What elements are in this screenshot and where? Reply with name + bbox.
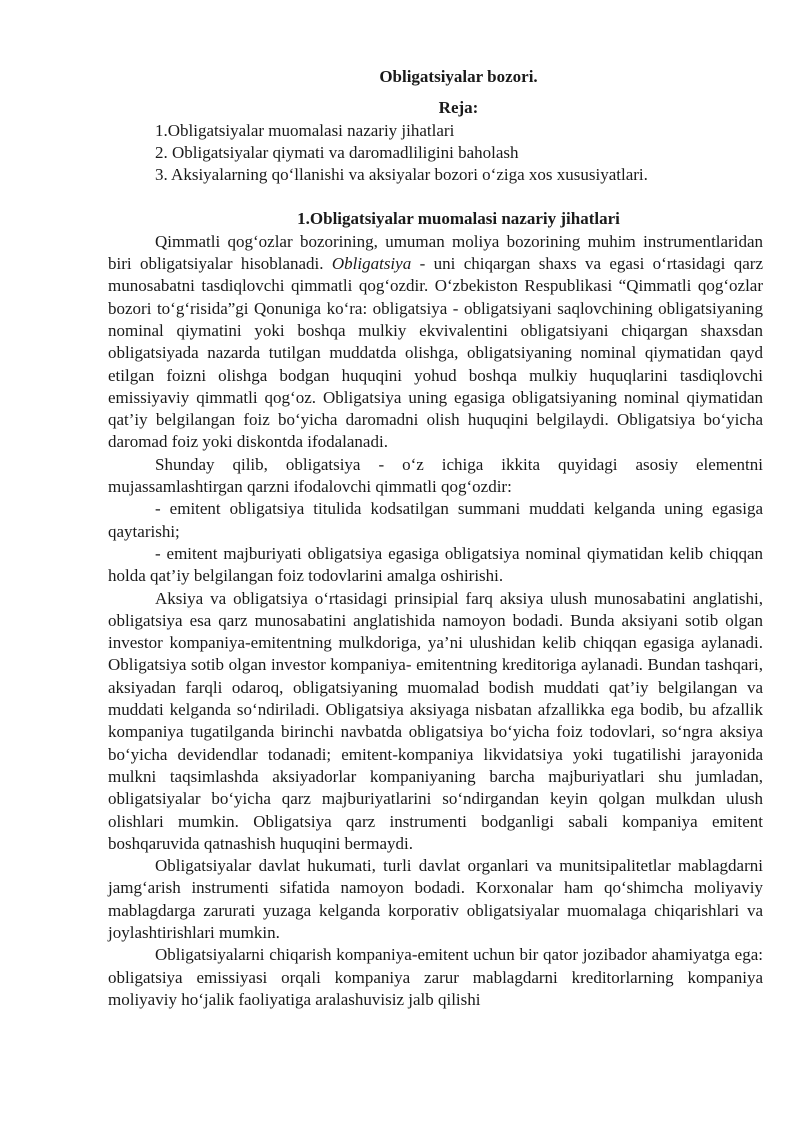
plan-heading: Reja: <box>438 98 479 118</box>
paragraph-5: Aksiya va obligatsiya o‘rtasidagi prinsipial farq aksiya ulush munosabatini anglatishi, obligatsiya esa qarz munosabatini anglatishida namoyon bodadi. Bunda aksiyani sotib olgan investor kompaniya-emitentning mulkdoriga, ya’ni ulushidan kelib chiqqan egasiga aylanadi. Obligatsiya sotib olgan investor kompaniya- emitentning kreditoriga aylanadi. Bundan tashqari, aksiyadan farqli odaroq, obligatsiyaning muomalad bodish muddati qat’iy belgilangan va muddati kelganda so‘ndiriladi. Obligatsiya aksiyaga nisbatan afzallikka ega bodib, bu afzallik kompaniya tugatilganda birinchi navbatda obligatsiya bo‘yicha foiz todovlari, so‘ngra aksiya bo‘yicha devidendlar todanadi; emitent-kompaniya likvidatsiya yoki tugatilishi jarayonida mulkni taqsimlashda aksiyadorlar kompaniyaning barcha majburiyatlari shu jumladan, obligatsiyalar bo‘yicha qarz majburiyatlarini so‘ndirgandan keyin qolgan mulkdan ulush olishlari mumkin. Obligatsiya qarz instrumenti bodganligi sabali kompaniya emitent boshqaruvida qatnashish huquqini bermaydi. <box>108 588 763 853</box>
paragraph-1 <box>108 231 763 454</box>
paragraph-6: Obligatsiyalar davlat hukumati, turli davlat organlari va munitsipalitetlar mablagdarni jamg‘arish instrumenti sifatida namoyon bodadi. Korxonalar ham qo‘shimcha moliyaviy mablagdarga zarurati yuzaga kelganda korporativ obligatsiyalar muomalaga chiqarishlari va joylashtirishlari mumkin. <box>108 856 763 942</box>
plan-item-3: 3. Aksiyalarning qo‘llanishi va aksiyalar bozori o‘ziga xos xususiyatlari. <box>155 165 648 185</box>
paragraph-3: - emitent obligatsiya titulida kodsatilgan summani muddati kelganda uning egasiga qaytarishi; <box>108 499 763 541</box>
document-page <box>108 66 763 1011</box>
paragraph-4: - emitent majburiyati obligatsiya egasiga obligatsiya nominal qiymatidan kelib chiqqan holda qat’iy belgilangan foiz todovlarini amalga oshirishi. <box>108 543 763 586</box>
term-obligatsiya: Obligatsiya <box>331 254 412 274</box>
document-title: Obligatsiyalar bozori. <box>379 67 538 86</box>
paragraph-7: Obligatsiyalarni chiqarish kompaniya-emitent uchun bir qator jozibador ahamiyatga ega: obligatsiya emissiyasi orqali kompaniya zarur mablagdarni kreditorlarning kompaniya moliyaviy ho‘jalik faoliyatiga aralashuvisiz jalb qilishi <box>108 945 763 1009</box>
section-heading: 1.Obligatsiyalar muomalasi nazariy jihatlari <box>297 209 620 229</box>
plan-item-2: 2. Obligatsiyalar qiymati va daromadliligini baholash <box>155 142 519 162</box>
plan-item-1: 1.Obligatsiyalar muomalasi nazariy jihatlari <box>155 120 455 140</box>
paragraph-1-rest: - uni chiqargan shaxs va egasi o‘rtasidagi qarz munosabatni tasdiqlovchi qimmatli qog‘ozdir. O‘zbekiston Respublikasi “Qimmatli qog‘ozlar bozori to‘g‘risida”gi Qonuniga ko‘ra: obligatsiya - obligatsiyani saqlovchining obligatsiyaning nominal qiymatini yoki boshqa mulkiy ekvivalentini obligatsiyani chiqargan shaxsdan obligatsiyada nazarda tutilgan muddatda olishga, obligatsiyaning nominal qiymatidan qayd etilgan foizni olishga bodgan huquqini yohud boshqa mulkiy huquqlarini tasdiqlovchi emissiyaviy qimmatli qog‘oz. Obligatsiya uning egasiga obligatsiyaning nominal qiymatidan qat’iy belgilangan foiz bo‘yicha daromadni olish huquqini belgilaydi. Obligatsiya bo‘yicha daromad foiz yoki diskontda ifodalanadi. <box>108 254 763 452</box>
paragraph-1-lead: Qimmatli qog‘ozlar bozorining, umuman moliya bozorining muhim instrumentlaridan biri obligatsiyalar hisoblanadi. <box>108 231 763 274</box>
plan-list <box>108 120 763 187</box>
paragraph-2: Shunday qilib, obligatsiya - o‘z ichiga ikkita quyidagi asosiy elementni mujassamlashtirgan qarzni ifodalovchi qimmatli qog‘ozdir: <box>108 454 763 497</box>
